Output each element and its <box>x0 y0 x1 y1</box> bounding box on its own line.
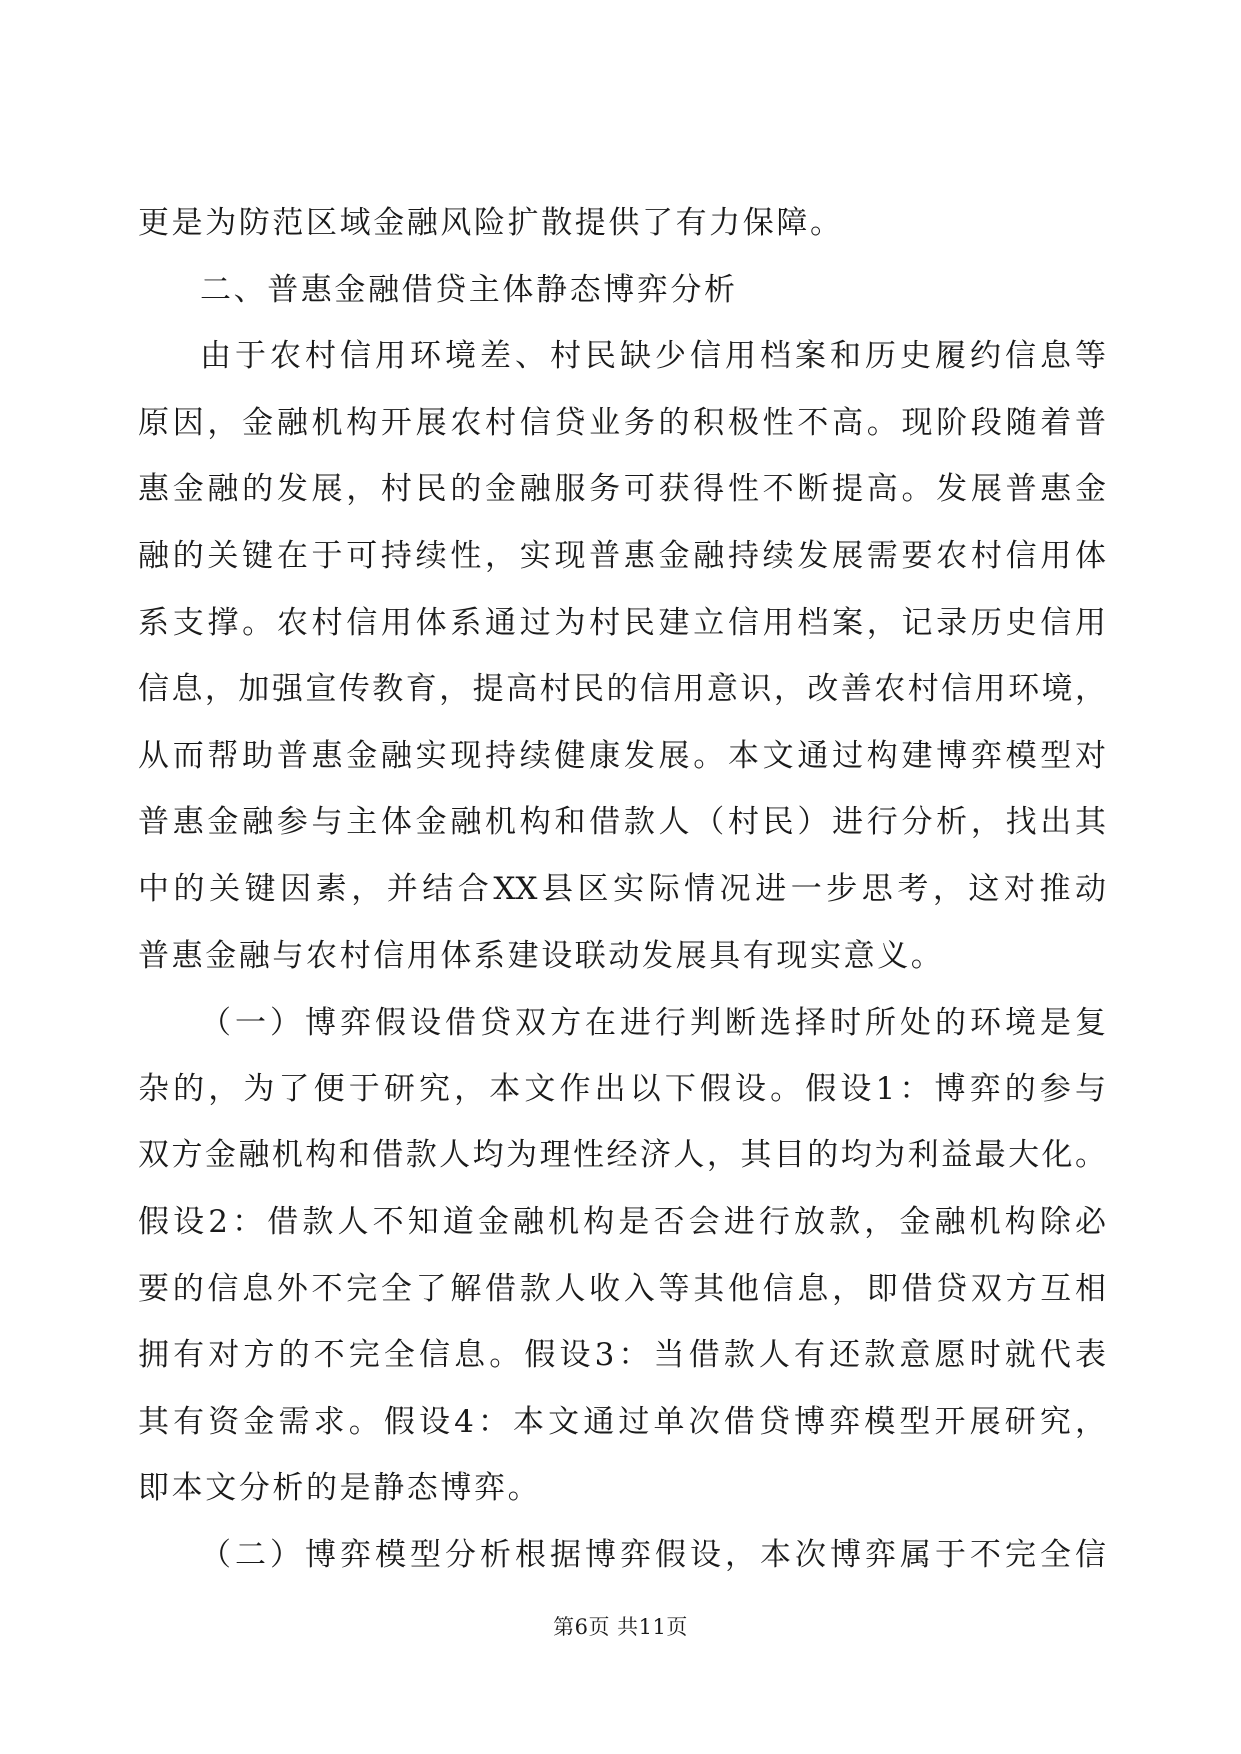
text-line-19: 其有资金需求。假设4：本文通过单次借贷博弈模型开展研究， <box>138 1404 1106 1440</box>
text-line-20: 即本文分析的是静态博弈。 <box>138 1470 542 1506</box>
text-line-18: 拥有对方的不完全信息。假设3：当借款人有还款意愿时就代表 <box>138 1337 1106 1373</box>
text-line-1: 更是为防范区域金融风险扩散提供了有力保障。 <box>138 205 844 241</box>
text-line-12: 普惠金融与农村信用体系建设联动发展具有现实意义。 <box>138 938 945 974</box>
subsection-heading-1: （一）博弈假设借贷双方在进行判断选择时所处的环境是复 <box>200 1005 1106 1041</box>
text-line-14: 杂的，为了便于研究，本文作出以下假设。假设1：博弈的参与 <box>138 1071 1106 1107</box>
page-footer: 第6页 共11页 <box>553 1615 688 1639</box>
text-line-7: 系支撑。农村信用体系通过为村民建立信用档案，记录历史信用 <box>138 605 1106 641</box>
text-line-6: 融的关键在于可持续性，实现普惠金融持续发展需要农村信用体 <box>138 538 1106 574</box>
text-line-8: 信息，加强宣传教育，提高村民的信用意识，改善农村信用环境， <box>138 671 1106 707</box>
subsection-heading-2: （二）博弈模型分析根据博弈假设，本次博弈属于不完全信 <box>200 1537 1106 1573</box>
text-line-11: 中的关键因素，并结合XX县区实际情况进一步思考，这对推动 <box>138 871 1106 907</box>
text-line-3: 由于农村信用环境差、村民缺少信用档案和历史履约信息等 <box>200 338 1106 374</box>
text-line-17: 要的信息外不完全了解借款人收入等其他信息，即借贷双方互相 <box>138 1271 1106 1307</box>
text-line-16: 假设2：借款人不知道金融机构是否会进行放款，金融机构除必 <box>138 1204 1106 1240</box>
text-line-5: 惠金融的发展，村民的金融服务可获得性不断提高。发展普惠金 <box>138 471 1106 507</box>
text-line-4: 原因，金融机构开展农村信贷业务的积极性不高。现阶段随着普 <box>138 405 1106 441</box>
text-line-15: 双方金融机构和借款人均为理性经济人，其目的均为利益最大化。 <box>138 1137 1106 1173</box>
text-line-9: 从而帮助普惠金融实现持续健康发展。本文通过构建博弈模型对 <box>138 738 1106 774</box>
section-heading: 二、普惠金融借贷主体静态博弈分析 <box>200 272 738 308</box>
text-line-10: 普惠金融参与主体金融机构和借款人（村民）进行分析，找出其 <box>138 804 1106 840</box>
